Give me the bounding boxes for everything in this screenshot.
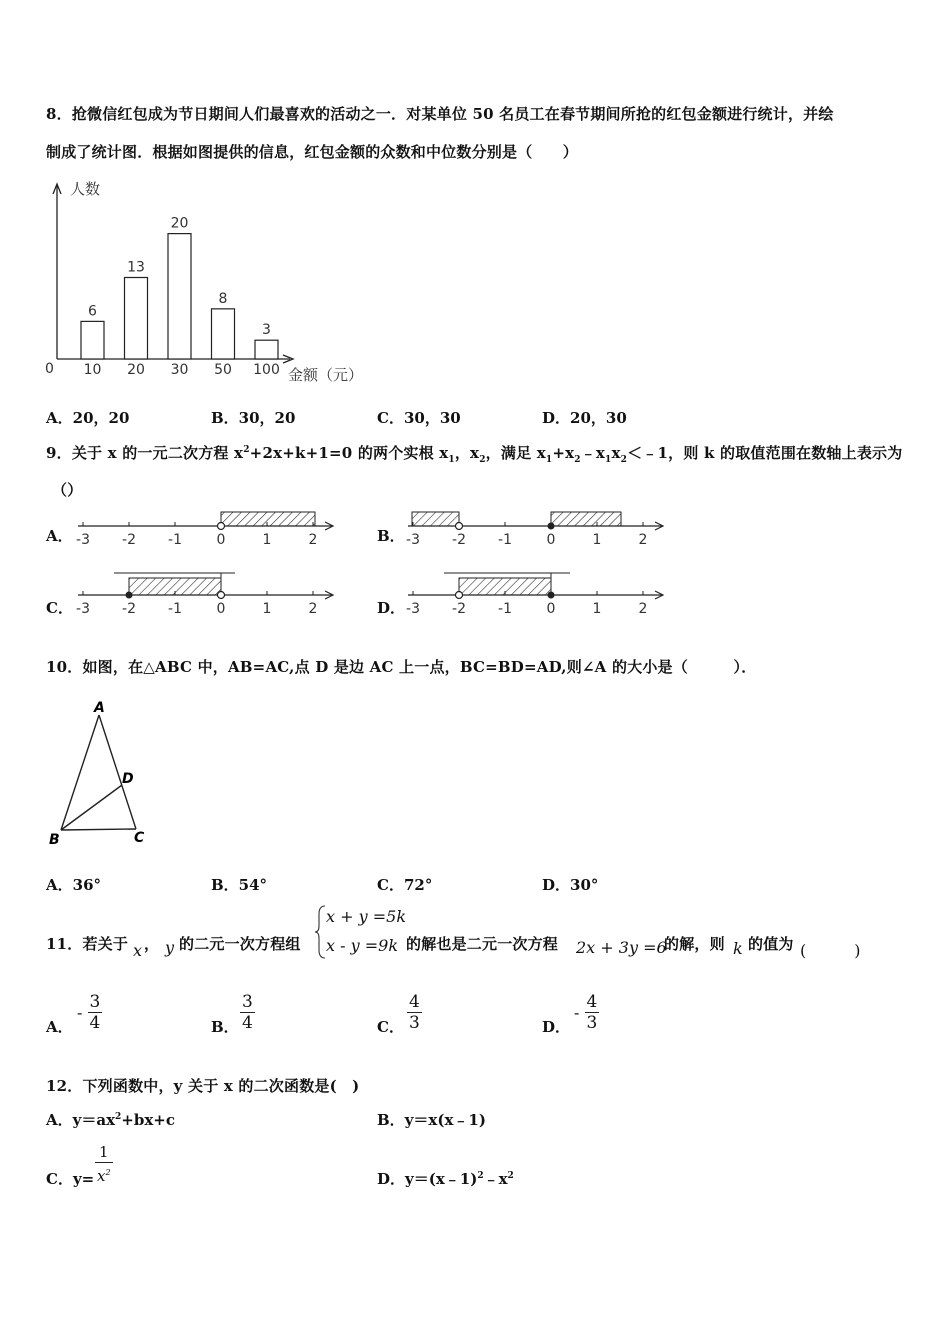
data-label-100: 3 [262,322,271,339]
q9-option-a-label[interactable]: A． [46,527,73,545]
q12-option-c[interactable]: C．y= [46,1170,95,1188]
bar-100 [255,340,278,359]
q11-stem-post2: 的值为 [748,935,794,953]
closed-point [126,592,133,599]
shaded-region [221,512,315,526]
vertex-b: B [49,832,60,848]
tick-label-30: 30 [170,362,189,378]
q11-option-d-label[interactable]: D． [542,1018,571,1036]
tick-label--2: -2 [452,601,466,617]
q11-answer-paren: ( ) [800,941,861,960]
shaded-region-right [551,512,621,526]
q11-option-c-value[interactable]: $\frac{4}{3}$ [409,992,420,1033]
tick-label--3: -3 [406,601,420,617]
tick-label-0: 0 [216,532,226,548]
q10-stem: 10．如图，在△ABC 中，AB=AC,点 D 是边 AC 上一点，BC=BD=AD,则∠A 的大小是（ ）． [46,658,757,676]
q12-option-d[interactable]: D．$y=(x﹣1)^2﹣x^2$ [377,1170,514,1188]
q11-equation-3: 2x + 3y =6 [576,938,667,957]
tick-label-1: 1 [592,532,602,548]
q8-option-d[interactable]: D．20，30 [542,409,627,427]
q8-stem-line1: 8．抢微信红包成为节日期间人们最喜欢的活动之一．对某单位 50 名员工在春节期间所抢的红包金额进行统计，并绘 [46,105,834,123]
q9-number-line-a[interactable] [70,505,345,550]
q9-number-line-c[interactable] [70,570,345,620]
tick-label-50: 50 [214,362,232,378]
tick-label--2: -2 [452,532,466,548]
side-bc [61,829,136,830]
x-axis-label: 金额（元） [288,366,364,384]
vertex-d: D [122,771,134,787]
segment-bd [61,785,122,830]
q9-stem-line1: 9．关于 x 的一元二次方程 $x^2+2x+k+1=0$ 的两个实根 $x_1$，$x_2$，满足 $x_1+x_2﹣x_1x_2<﹣1$，则 k 的取值范围在数轴上表示为 [46,444,903,465]
closed-point [548,523,555,530]
tick-label--2: -2 [122,532,136,548]
q11-stem-mid2: 的解也是二元一次方程 [406,935,559,953]
q11-option-a-value[interactable]: - $\frac{3}{4}$ [77,992,101,1033]
q10-option-b[interactable]: B．54° [211,876,268,894]
tick-label--1: -1 [168,601,182,617]
tick-label--1: -1 [168,532,182,548]
q10-triangle-figure [40,695,170,855]
tick-label-1: 1 [592,601,602,617]
tick-label--1: -1 [498,532,512,548]
q8-option-b[interactable]: B．30，20 [211,409,296,427]
bar-10 [81,321,104,359]
q12-option-a[interactable]: A．$y=ax^2+bx+c$ [46,1111,175,1129]
tick-label-0: 0 [546,601,556,617]
tick-label--3: -3 [76,601,90,617]
q11-stem-pre: 11．若关于 [46,935,129,953]
q11-option-a-label[interactable]: A． [46,1018,73,1036]
origin-label: 0 [45,361,54,377]
q8-option-c[interactable]: C．30，30 [377,409,461,427]
vertex-a: A [94,700,105,716]
tick-label--3: -3 [406,532,420,548]
q9-stem-line2: （） [52,481,83,499]
q11-var-x: x [133,941,143,960]
tick-label-2: 2 [308,601,318,617]
data-label-30: 20 [170,215,189,232]
vertex-c: C [134,830,145,846]
q9-number-line-d[interactable] [400,570,675,620]
q11-stem-mid: 的二元一次方程组 [179,935,301,953]
data-label-10: 6 [88,303,97,320]
q12-option-b[interactable]: B．y＝x(x﹣1) [377,1111,486,1129]
tick-label--3: -3 [76,532,90,548]
data-label-50: 8 [218,290,228,307]
closed-point [548,592,555,599]
q9-option-c-label[interactable]: C． [46,599,73,617]
q11-stem-post: 的解，则 [664,935,725,953]
q9-number-line-b[interactable] [400,505,675,550]
q11-equation-2: x - y =9k [326,936,399,955]
q11-option-b-label[interactable]: B． [211,1018,239,1036]
q10-option-c[interactable]: C．72° [377,876,433,894]
q9-option-b-label[interactable]: B． [377,527,405,545]
q11-var-k: k [733,939,743,958]
q8-option-a[interactable]: A．20，20 [46,409,130,427]
tick-label-0: 0 [216,601,226,617]
q12-stem: 12．下列函数中，y 关于 x 的二次函数是( ) [46,1077,360,1095]
open-point [456,592,463,599]
tick-label-20: 20 [127,362,145,378]
y-axis-label: 人数 [70,180,101,198]
tick-label-100: 100 [253,362,280,378]
q8-stem-line2: 制成了统计图．根据如图提供的信息，红包金额的众数和中位数分别是（ ） [46,143,579,161]
q11-option-c-label[interactable]: C． [377,1018,404,1036]
q10-option-d[interactable]: D．30° [542,876,599,894]
tick-label--1: -1 [498,601,512,617]
q10-option-a[interactable]: A．36° [46,876,102,894]
shaded-region-left [412,512,459,526]
open-point [218,592,225,599]
tick-label-10: 10 [83,362,102,378]
tick-label-2: 2 [638,532,648,548]
data-label-20: 13 [127,259,145,276]
tick-label-2: 2 [308,532,318,548]
tick-label--2: -2 [122,601,136,617]
bar-30 [168,234,191,359]
bar-20 [125,278,148,360]
q11-option-b-value[interactable]: $\frac{3}{4}$ [242,992,253,1033]
q9-option-d-label[interactable]: D． [377,599,406,617]
open-point [218,523,225,530]
q11-option-d-value[interactable]: - $\frac{4}{3}$ [574,992,598,1033]
side-ab [61,715,99,830]
bar-50 [212,309,235,359]
tick-label-2: 2 [638,601,648,617]
q12-option-c-fraction[interactable]: $\frac{1}{x^2}$ [97,1143,111,1185]
tick-label-0: 0 [546,532,556,548]
q11-comma: ， [144,935,160,953]
q8-bar-chart [40,176,380,391]
open-point [456,523,463,530]
q11-var-y: y [165,938,175,957]
tick-label-1: 1 [262,532,272,548]
tick-label-1: 1 [262,601,272,617]
q11-equation-1: x + y =5k [326,907,407,926]
